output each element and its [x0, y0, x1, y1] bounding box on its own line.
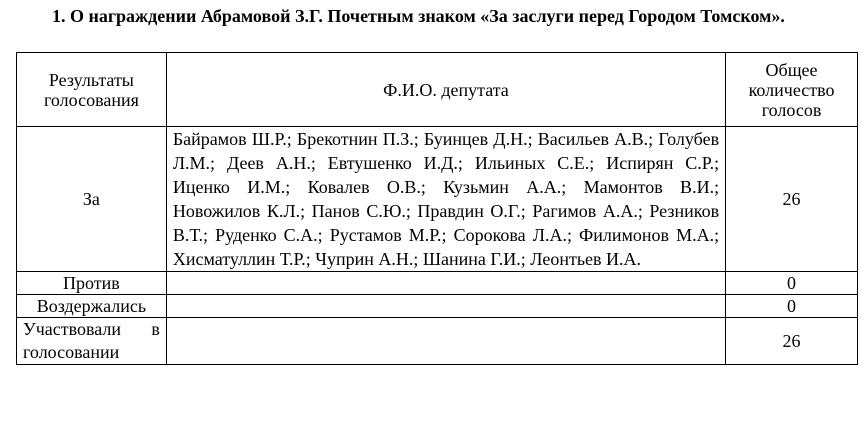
- vote-count: 0: [726, 295, 858, 318]
- agenda-item-title: 1. О награждении Абрамовой З.Г. Почетным знаком «За заслуги перед Городом Томском».: [52, 6, 785, 26]
- table-header-row: [17, 53, 858, 127]
- deputy-names: [166, 295, 725, 318]
- voting-results-table: [16, 52, 858, 365]
- vote-count: 26: [726, 318, 858, 365]
- vote-count: 0: [726, 272, 858, 295]
- table-row-participated: [17, 318, 858, 365]
- header-voting-results: Результаты голосования: [17, 53, 167, 127]
- deputy-names: [166, 318, 725, 365]
- result-label: Против: [17, 272, 167, 295]
- header-total-votes: Общее количество голосов: [726, 53, 858, 127]
- result-label: За: [17, 127, 167, 272]
- table-row-against: [17, 272, 858, 295]
- deputy-names: [166, 272, 725, 295]
- vote-count: 26: [726, 127, 858, 272]
- result-label: Воздержались: [17, 295, 167, 318]
- deputy-names: Байрамов Ш.Р.; Брекотнин П.З.; Буинцев Д.Н.; Васильев А.В.; Голубев Л.М.; Деев А.Н.; Евтушенко И.Д.; Ильиных С.Е.; Испирян С.Р.; Иценко И.М.; Ковалев О.В.; Кузьмин А.А.; Мамонтов В.И.; Новожилов К.Л.; Панов С.Ю.; Правдин О.Г.; Рагимов А.А.; Резников В.Т.; Руденко С.А.; Рустамов М.Р.; Сорокова Л.А.; Филимонов М.А.; Хисматуллин Т.Р.; Чуприн А.Н.; Шанина Г.И.; Леонтьев И.А.: [166, 127, 725, 272]
- header-deputy-name: Ф.И.О. депутата: [166, 53, 725, 127]
- result-label: Участвовали в голосовании: [17, 318, 167, 365]
- table-row-abstained: [17, 295, 858, 318]
- table-row-for: [17, 127, 858, 272]
